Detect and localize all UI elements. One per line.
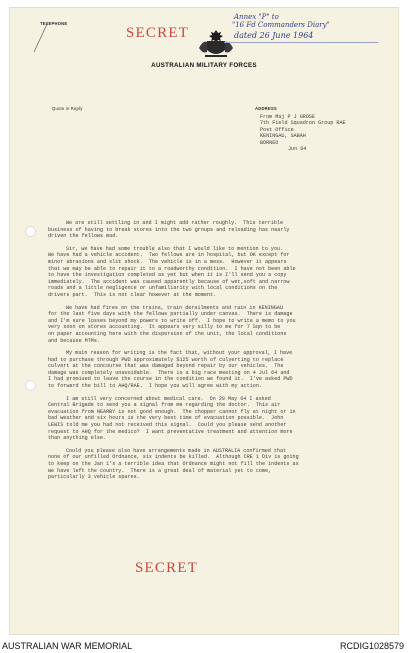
body-line: immediately. The accident was caused apparently because of wet,soft and narrow [48, 278, 290, 285]
body-line: Sir, we have had some trouble also that I would like to mention to you. [66, 245, 284, 252]
letter-body [48, 220, 388, 481]
sender-line: Post Office [260, 126, 294, 133]
sender-line: Jun 64 [288, 146, 307, 153]
letter-page [10, 8, 398, 634]
body-line: and I'm sure losses beyond my powers to write off. I hope to write a memo to you [48, 317, 296, 324]
telephone-label: TELEPHONE [40, 21, 68, 26]
body-line: I had promised to leave the course in the condition we found it. I've asked PWD [48, 376, 293, 383]
body-line: culvert at the concourse that was damaged beyond repair by our vehicles. The [48, 363, 284, 370]
address-label: ADDRESS [255, 106, 277, 111]
body-line: drivers part. This is not clear however at the moment. [48, 291, 217, 298]
body-line: My main reason for writing is the fact that, without your approval, I have [66, 350, 293, 357]
body-line: bad weather and six hours is the very best time of evacuation possible. John [48, 415, 284, 422]
body-line: to keep on the Jan 1's a terrible idea that Ordnance might not fill the indents as [48, 461, 299, 467]
body-paragraph [48, 220, 388, 240]
body-paragraph [48, 396, 388, 442]
body-line: to have the investigation completed as yet but when it is I'll send you a copy [48, 272, 287, 279]
sender-line: BORNEO [260, 139, 279, 146]
body-paragraph [48, 448, 388, 481]
body-line: We have had a vehicle accident. Two fellows are in hospital, but OK except for [48, 252, 290, 259]
sender-line: From Maj P J GROSE [260, 114, 316, 120]
sender-address [260, 114, 346, 152]
body-line: business of having to break stores into the two groups and reloading has nearly [48, 226, 290, 233]
body-line: Could you please also have arrangements made in AUSTRALIA confirmed that [66, 447, 287, 454]
body-line: very soon on stores accounting. It appears very silly to me for 7 Sqn to be [48, 324, 281, 331]
body-paragraph [48, 305, 388, 345]
punch-hole [25, 226, 36, 237]
body-line: that we may be able to repair it to a roadworthy condition. I have not been able [48, 265, 296, 272]
body-line: and because MTMs. [48, 337, 100, 344]
sender-line: 7th Field Squadron Group RAE [260, 120, 346, 127]
body-line: than anything else. [48, 435, 107, 442]
handwritten-annotation [224, 11, 378, 43]
body-line: driven the fellows mad. [48, 233, 119, 240]
body-line: roads and a little negligence or unfamiliarity with local conditions on the [48, 285, 278, 292]
body-paragraph [48, 246, 388, 299]
pen-mark-icon [28, 20, 52, 56]
body-line: particularly 3 vehicle spares. [48, 474, 140, 481]
body-line: we have left the country. There is a great deal of material yet to come, [48, 467, 272, 474]
body-line: none of our unfilled Ordnance, six indents be killed. Although CRE 1 Div is going [48, 454, 299, 461]
body-line: on paper accounting here with the dispersion of the unit, the local conditions [48, 330, 287, 337]
body-line: Central Brigade to send you a signal from me regarding the doctor. This air [48, 402, 281, 409]
body-line: damage was completely unavoidable. There is a big race meeting on 4 Jul 64 and [48, 369, 290, 376]
body-line: I am still very concerned about medical care. On 29 May 64 I asked [66, 395, 271, 402]
secret-stamp-top: SECRET [126, 25, 190, 41]
body-line: request to AHQ for the medico? I want preventative treatment and attention more [48, 428, 293, 435]
secret-stamp-bottom: SECRET [135, 560, 199, 576]
quote-label: Quote in Reply [52, 106, 83, 111]
sender-line: KENINGAU, SABAH [260, 133, 306, 140]
body-line: We have had fires on the trains, train derailments and rain in KENINGAU [66, 304, 284, 311]
body-line: to forward the bill to AHQ/RAE. I hope you will agree with my action. [48, 383, 262, 390]
body-paragraph [48, 350, 388, 390]
body-line: for the last five days with the fellows partially under canvas. There is damage [48, 311, 293, 318]
body-line: evacuation from NEARBY is not good enough. The chopper cannot fly at night or in [48, 408, 296, 415]
body-line: LEWIS told me you had not received this signal. Could you please send another [48, 422, 287, 429]
org-name: AUSTRALIAN MILITARY FORCES [151, 62, 257, 69]
footer-id: RCDIG1028579 [339, 641, 404, 651]
handwritten-line: "16 Fd Commanders Diary" [232, 21, 330, 29]
handwritten-line: dated 26 June 1964 [234, 31, 314, 40]
body-line: minor abrasions and slit shock. The vehicle is in a mess. However it appears [48, 258, 287, 265]
body-line: We are still settling in and I might add rather roughly. This terrible [66, 220, 284, 226]
footer-credit: AUSTRALIAN WAR MEMORIAL [2, 641, 133, 651]
handwritten-line: Annex "P" to [234, 13, 279, 21]
body-line: had to purchase through PWD approximately $125 worth of culverting to replace [48, 356, 284, 363]
punch-hole [25, 380, 36, 391]
